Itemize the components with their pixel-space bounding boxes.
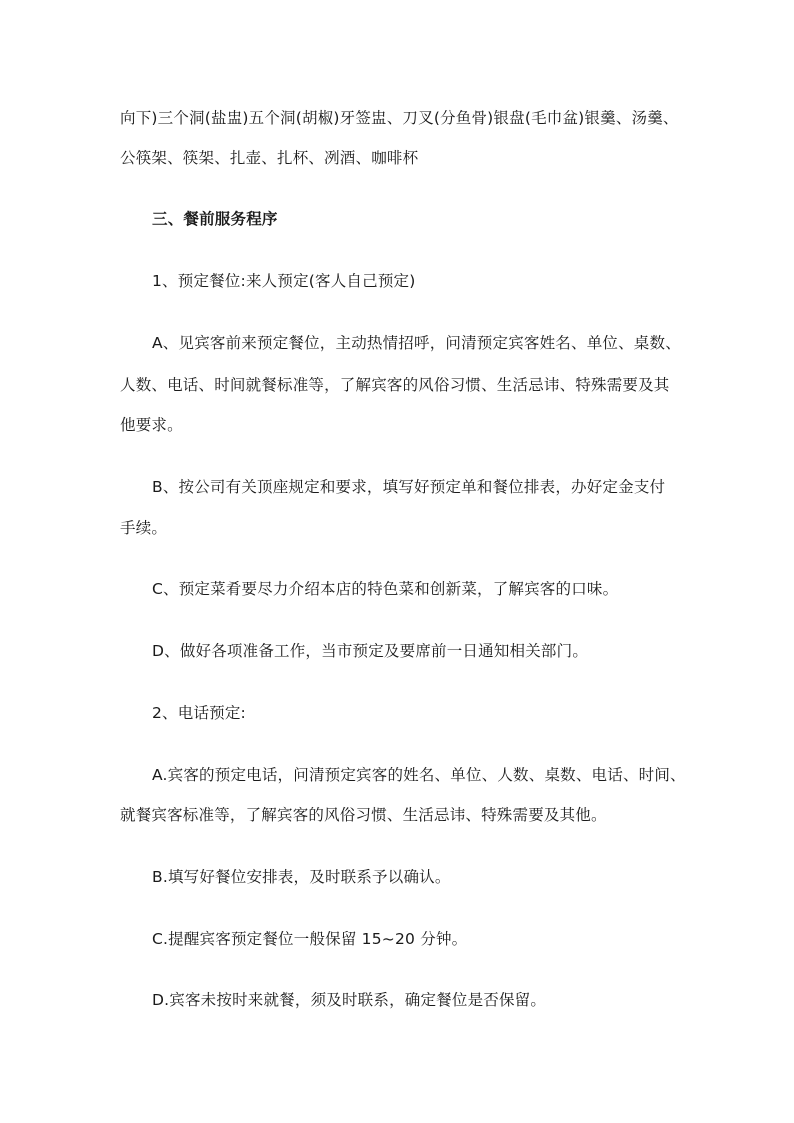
phone-item-b: B.填写好餐位安排表，及时联系予以确认。 [152,868,451,886]
phone-item-a-line-1: A.宾客的预定电话，问清预定宾客的姓名、单位、人数、桌数、电话、时间、 [152,766,686,784]
item-b-line-1: B、按公司有关顶座规定和要求，填写好预定单和餐位排表，办好定金支付 [152,478,666,496]
phone-item-c: C.提醒宾客预定餐位一般保留 15~20 分钟。 [152,930,468,948]
subsection-phone-reservation: 2、电话预定: [152,704,246,722]
item-c: C、预定菜肴要尽力介绍本店的特色菜和创新菜，了解宾客的口味。 [152,580,619,598]
subsection-walk-in-reservation: 1、预定餐位:来人预定(客人自己预定) [152,272,416,290]
text-line-utensils-continued: 向下)三个洞(盐盅)五个洞(胡椒)牙签盅、刀叉(分鱼骨)银盘(毛巾盆)银羹、汤羹、 [120,109,679,127]
text-line-utensils-end: 公筷架、筷架、扎壶、扎杯、冽酒、咖啡杯 [120,149,419,167]
item-d: D、做好各项准备工作，当市预定及要席前一日通知相关部门。 [152,642,589,660]
item-a-line-3: 他要求。 [120,416,183,434]
item-a-line-1: A、见宾客前来预定餐位，主动热情招呼，问清预定宾客姓名、单位、桌数、 [152,334,681,352]
item-a-line-2: 人数、电话、时间就餐标准等，了解宾客的风俗习惯、生活忌讳、特殊需要及其 [120,376,670,394]
section-heading: 三、餐前服务程序 [152,210,278,228]
phone-item-a-line-2: 就餐宾客标准等，了解宾客的风俗习惯、生活忌讳、特殊需要及其他。 [120,806,607,824]
phone-item-d: D.宾客未按时来就餐，须及时联系，确定餐位是否保留。 [152,991,547,1009]
item-b-line-2: 手续。 [120,519,168,537]
